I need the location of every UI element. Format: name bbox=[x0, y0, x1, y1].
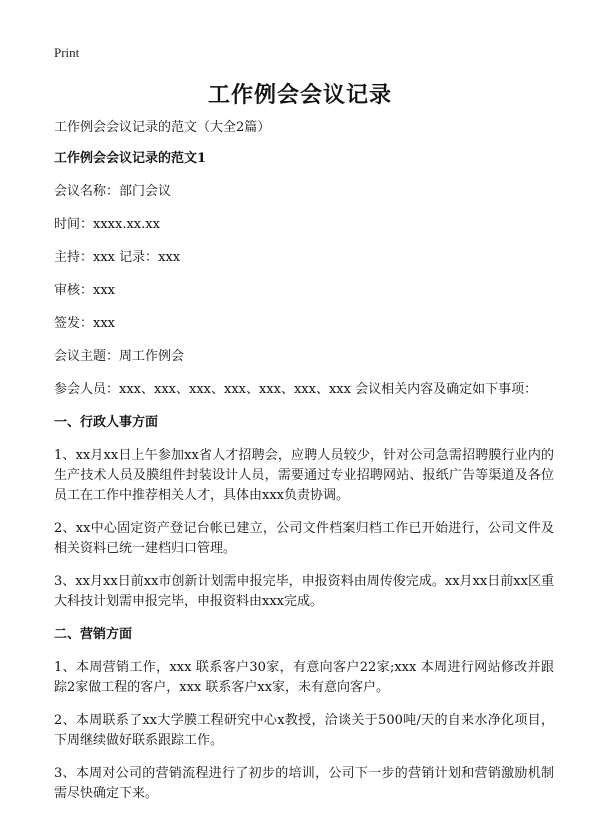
meeting-name-field: 会议名称：部门会议 bbox=[54, 184, 172, 199]
meeting-time-field: 时间：xxxx.xx.xx bbox=[54, 217, 160, 232]
admin-paragraph-3: 3、xx月xx日前xx市创新计划需申报完毕，申报资料由周传俊完成。xx月xx日前xx区重大科技计划需申报完毕，申报资料由xxx完成。 bbox=[54, 574, 554, 609]
marketing-paragraph-2: 2、本周联系了xx大学膜工程研究中心x教授，洽谈关于500吨/天的自来水净化项目，下周继续做好联系跟踪工作。 bbox=[54, 713, 554, 748]
admin-paragraph-2: 2、xx中心固定资产登记台帐已建立，公司文件档案归档工作已开始进行，公司文件及相关资料已统一建档归口管理。 bbox=[54, 521, 554, 556]
document-body bbox=[54, 118, 554, 817]
meeting-topic-field: 会议主题：周工作例会 bbox=[54, 349, 185, 364]
section-heading-marketing: 二、营销方面 bbox=[54, 627, 133, 642]
attendees-field: 参会人员：xxx、xxx、xxx、xxx、xxx、xxx、xxx 会议相关内容及确定如下事项： bbox=[54, 382, 538, 397]
section-heading-admin: 一、行政人事方面 bbox=[54, 415, 159, 430]
issuer-field: 签发：xxx bbox=[54, 316, 115, 331]
page-title: 工作例会会议记录 bbox=[207, 82, 392, 108]
section-title: 工作例会会议记录的范文1 bbox=[54, 151, 207, 166]
marketing-paragraph-1: 1、本周营销工作，xxx 联系客户30家，有意向客户22家;xxx 本周进行网站修改并跟踪2家做工程的客户，xxx 联系客户xx家，未有意向客户。 bbox=[54, 660, 554, 695]
document-subtitle: 工作例会会议记录的范文（大全2篇） bbox=[54, 120, 271, 135]
print-link[interactable]: Print bbox=[54, 45, 80, 60]
reviewer-field: 审核：xxx bbox=[54, 283, 115, 298]
marketing-paragraph-3: 3、本周对公司的营销流程进行了初步的培训，公司下一步的营销计划和营销激励机制需尽快确定下来。 bbox=[54, 766, 554, 801]
host-recorder-field: 主持：xxx 记录：xxx bbox=[54, 250, 181, 265]
admin-paragraph-1: 1、xx月xx日上午参加xx省人才招聘会，应聘人员较少，针对公司急需招聘膜行业内的生产技术人员及膜组件封装设计人员，需要通过专业招聘网站、报纸广告等渠道及各位员工在工作中推荐相关人才，具体由xxx负责协调。 bbox=[54, 448, 554, 503]
